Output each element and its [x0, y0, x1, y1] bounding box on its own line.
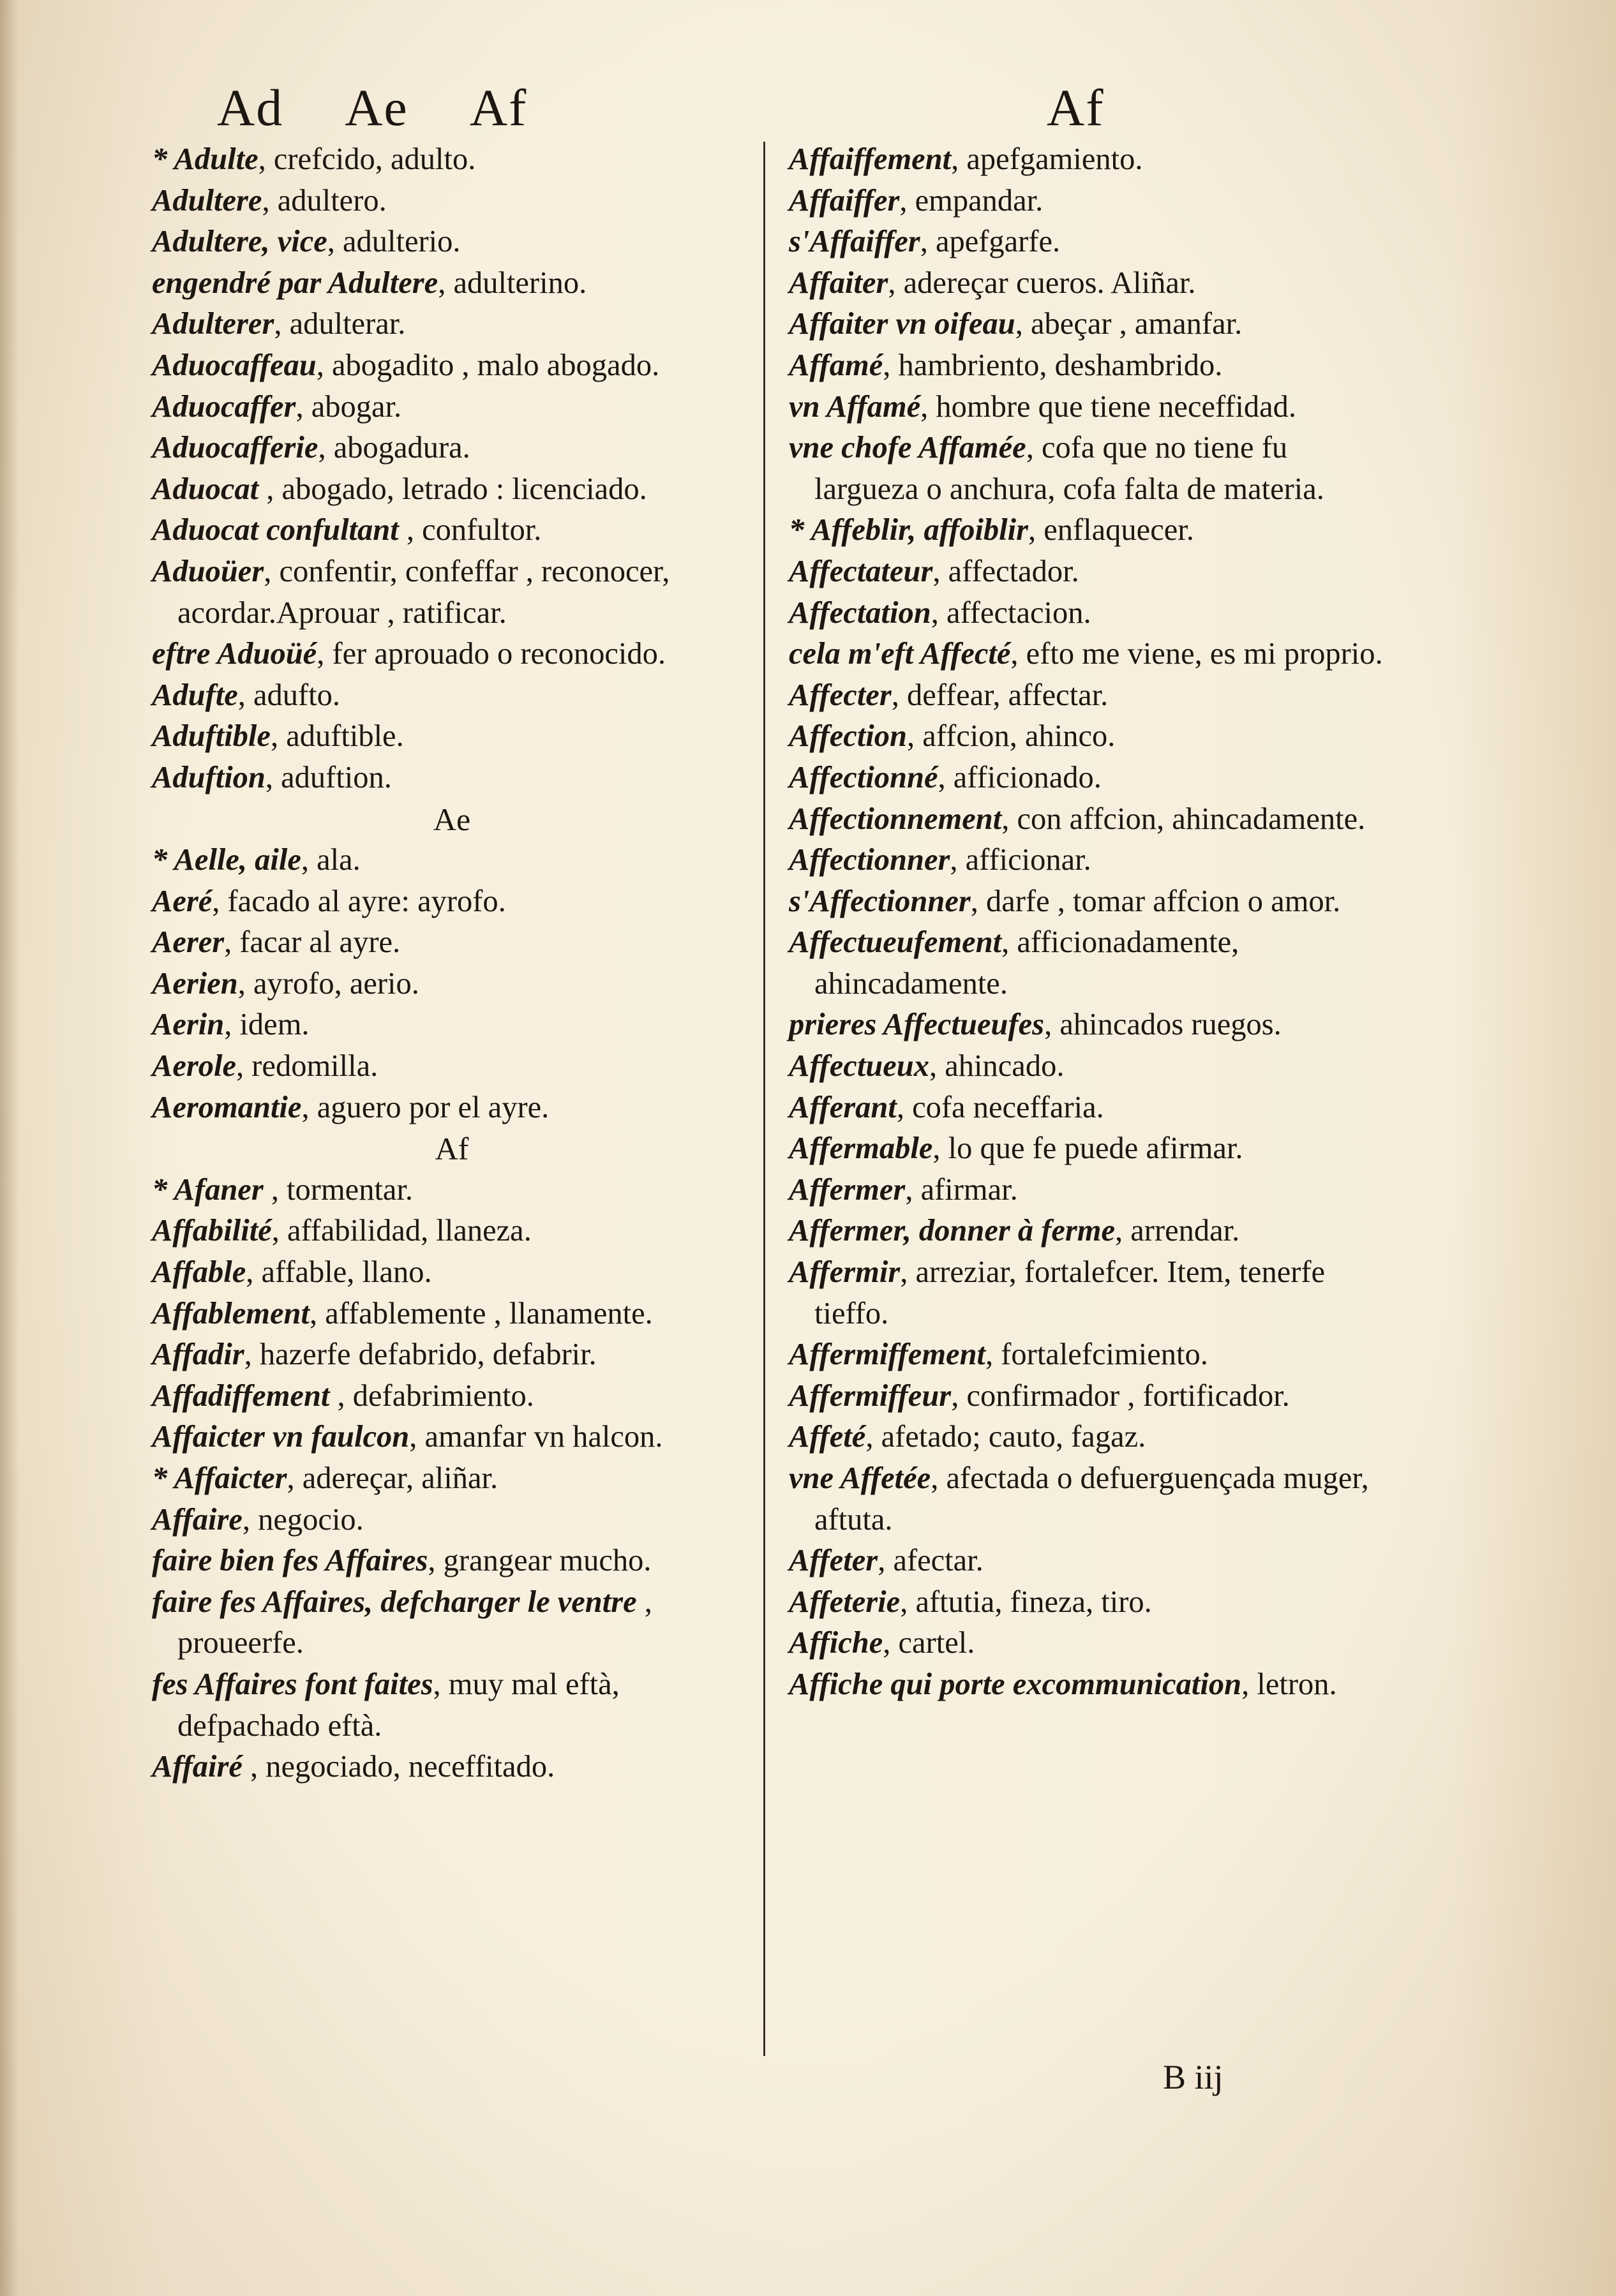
entry-headword: Affectation [789, 595, 931, 630]
entry-headword: Affablement [152, 1296, 310, 1331]
entry-definition: , aftutia, fineza, tiro. [900, 1584, 1152, 1619]
section-heading: Ae [433, 801, 471, 837]
entry-definition: , muy mal eftà, defpachado eftà. [177, 1667, 620, 1743]
entry-headword: Affectionnement [789, 801, 1002, 836]
entry-headword: engendré par Adultere [152, 265, 438, 300]
section-heading: Af [435, 1131, 469, 1167]
entry-definition: , afectar. [878, 1544, 984, 1578]
dictionary-entry [789, 551, 1389, 593]
entry-definition: , afficionar. [950, 843, 1091, 877]
dictionary-entry [152, 1664, 752, 1747]
entry-headword: Affeté [789, 1420, 866, 1454]
column-rule [763, 142, 765, 2056]
entry-headword: Affadir [152, 1338, 244, 1372]
dictionary-entry [789, 1334, 1389, 1376]
entry-headword: * Adulte [152, 142, 258, 176]
dictionary-entry [152, 263, 752, 304]
signature-mark: B iij [1163, 2058, 1223, 2096]
entry-headword: Aduocafferie [152, 431, 318, 465]
entry-definition: , ahincado. [929, 1049, 1065, 1084]
entry-headword: Affermir [789, 1255, 901, 1290]
entry-headword: vne Affetée [789, 1461, 931, 1495]
entry-definition: , cofa neceffaria. [896, 1090, 1104, 1124]
entry-definition: , affectador. [932, 554, 1079, 588]
entry-headword: fes Affaires font faites [152, 1667, 433, 1701]
entry-definition: , apefgamiento. [951, 142, 1143, 176]
dictionary-entry [152, 1211, 752, 1252]
entry-definition: , crefcido, adulto. [258, 142, 476, 176]
entry-definition: , affablemente , llanamente. [309, 1296, 653, 1331]
dictionary-entry [152, 1004, 752, 1046]
entry-headword: Affection [789, 719, 908, 754]
entry-definition: , redomilla. [236, 1049, 378, 1084]
entry-definition: , amanfar vn halcon. [409, 1420, 663, 1454]
entry-definition: , cofa que no tiene fu largueza o anchura, cofa falta de materia. [814, 431, 1324, 506]
entry-headword: Affectionner [789, 843, 950, 877]
entry-definition: , ahincados ruegos. [1044, 1008, 1282, 1042]
entry-definition: , adulterino. [438, 265, 587, 300]
running-head-right: Af [1047, 78, 1105, 137]
entry-definition: , cartel. [883, 1626, 975, 1660]
entry-definition: , negocio. [242, 1502, 364, 1537]
dictionary-entry [789, 510, 1389, 551]
entry-definition: , enflaquecer. [1028, 513, 1194, 548]
dictionary-entry [789, 1582, 1389, 1623]
entry-headword: Affiche qui porte excommunication [789, 1667, 1242, 1701]
entry-definition: , arrendar. [1115, 1214, 1240, 1248]
dictionary-entry [152, 1170, 752, 1211]
entry-headword: Aduftion [152, 760, 266, 794]
dictionary-entry [789, 387, 1389, 428]
entry-headword: * Affaicter [152, 1461, 287, 1495]
dictionary-entry [152, 1417, 752, 1458]
dictionary-entry [789, 428, 1389, 510]
entry-headword: Affermable [789, 1131, 933, 1166]
entry-headword: Affaiffement [789, 142, 952, 176]
dictionary-entry [152, 1252, 752, 1293]
dictionary-entry [789, 139, 1389, 181]
entry-definition: , abogadura. [318, 431, 470, 465]
dictionary-entry [789, 634, 1389, 675]
dictionary-entry [152, 428, 752, 469]
entry-definition: , negociado, neceffitado. [242, 1750, 555, 1784]
entry-headword: Afferant [789, 1090, 897, 1124]
entry-headword: Affaiffer [789, 183, 900, 218]
dictionary-entry [789, 716, 1389, 757]
dictionary-entry [789, 840, 1389, 881]
entry-headword: Affeterie [789, 1584, 901, 1619]
entry-headword: Adufte [152, 678, 238, 712]
entry-headword: prieres Affectueufes [789, 1008, 1045, 1042]
entry-headword: Affaire [152, 1502, 243, 1537]
dictionary-entry [789, 221, 1389, 263]
entry-definition: , deffear, affectar. [891, 678, 1109, 712]
entry-definition: , efto me viene, es mi proprio. [1010, 637, 1383, 671]
right-column [789, 139, 1389, 1706]
dictionary-entry [152, 469, 752, 511]
dictionary-entry [789, 1128, 1389, 1170]
entry-headword: Aeromantie [152, 1090, 302, 1124]
entry-definition: , ayrofo, aerio. [237, 966, 419, 1001]
entry-headword: s'Affaiffer [789, 225, 920, 259]
entry-definition: , apefgarfe. [920, 225, 1061, 259]
entry-definition: , aduftion. [265, 760, 392, 794]
entry-definition: , hambriento, deshambrido. [883, 348, 1223, 382]
dictionary-entry [789, 1664, 1389, 1706]
dictionary-entry [152, 387, 752, 428]
dictionary-entry [789, 1004, 1389, 1046]
entry-headword: Affectateur [789, 554, 933, 588]
dictionary-entry [152, 1747, 752, 1788]
dictionary-entry [152, 922, 752, 964]
entry-headword: Adultere, vice [152, 225, 327, 259]
entry-headword: Aerin [152, 1008, 225, 1042]
entry-definition: , hazerfe defabrido, defabrir. [244, 1338, 597, 1372]
entry-definition: , idem. [224, 1008, 310, 1042]
dictionary-entry [152, 1293, 752, 1335]
dictionary-entry [152, 1582, 752, 1664]
dictionary-entry [152, 510, 752, 551]
entry-headword: Affiche [789, 1626, 883, 1660]
entry-headword: Affaiter vn oifeau [789, 307, 1015, 341]
entry-definition: , grangear mucho. [428, 1544, 652, 1578]
dictionary-entry [789, 881, 1389, 923]
entry-headword: Aerien [152, 966, 238, 1001]
entry-definition: , adereçar cueros. Aliñar. [888, 265, 1196, 300]
dictionary-entry [789, 593, 1389, 634]
entry-definition: , afficionadamente, ahincadamente. [814, 925, 1239, 1001]
entry-definition: , abogado, letrado : licenciado. [258, 472, 647, 506]
entry-definition: , adulterio. [327, 225, 461, 259]
entry-definition: , tormentar. [263, 1172, 414, 1207]
entry-definition: , fer aprouado o reconocido. [317, 637, 666, 671]
dictionary-entry [152, 964, 752, 1005]
running-head-left-2: Ae [345, 78, 408, 137]
entry-headword: Affermiffement [789, 1338, 986, 1372]
dictionary-entry [152, 881, 752, 923]
entry-headword: * Afaner [152, 1172, 264, 1207]
entry-headword: Affaicter vn faulcon [152, 1420, 410, 1454]
entry-headword: eftre Aduoüé [152, 637, 317, 671]
dictionary-entry [789, 675, 1389, 717]
entry-headword: cela m'eft Affecté [789, 637, 1011, 671]
dictionary-entry [789, 1087, 1389, 1129]
entry-headword: Aerole [152, 1049, 237, 1084]
dictionary-entry [789, 1417, 1389, 1458]
running-head-left-3: Af [469, 78, 528, 137]
entry-headword: Affectionné [789, 760, 938, 794]
entry-definition: , facado al ayre: ayrofo. [212, 884, 506, 918]
dictionary-entry [789, 181, 1389, 222]
entry-headword: Affermer, donner à ferme [789, 1214, 1116, 1248]
dictionary-entry [789, 304, 1389, 345]
entry-definition: , affcion, ahinco. [907, 719, 1116, 754]
dictionary-entry [789, 1376, 1389, 1417]
entry-headword: Affairé [152, 1750, 243, 1784]
entry-definition: , afirmar. [905, 1172, 1018, 1207]
dictionary-entry [152, 221, 752, 263]
dictionary-entry [789, 263, 1389, 304]
entry-headword: Affadiffement [152, 1378, 330, 1413]
entry-headword: * Aelle, aile [152, 843, 301, 877]
entry-definition: , afficionado. [938, 760, 1102, 794]
entry-definition: , confentir, confeffar , reconocer, acordar.Aprouar , ratificar. [177, 554, 670, 630]
entry-definition: , affabilidad, llaneza. [271, 1214, 532, 1248]
entry-definition: , lo que fe puede afirmar. [932, 1131, 1243, 1166]
entry-definition: , adulterar. [274, 307, 406, 341]
entry-headword: Affectueux [789, 1049, 930, 1084]
dictionary-entry [152, 1046, 752, 1087]
dictionary-entry [152, 757, 752, 799]
entry-definition: , abogadito , malo abogado. [316, 348, 660, 382]
running-head-left [217, 78, 702, 137]
dictionary-entry [789, 345, 1389, 387]
entry-headword: Affamé [789, 348, 883, 382]
dictionary-entry [152, 1500, 752, 1541]
entry-headword: Affermer [789, 1172, 906, 1207]
dictionary-entry [789, 799, 1389, 840]
dictionary-entry [789, 1623, 1389, 1664]
entry-headword: Affable [152, 1255, 246, 1290]
entry-definition: , proueerfe. [177, 1584, 652, 1660]
dictionary-entry [789, 757, 1389, 799]
entry-definition: , afectada o defuerguençada muger, aftuta. [814, 1461, 1369, 1537]
entry-definition: , adultero. [262, 183, 387, 218]
dictionary-entry [152, 304, 752, 345]
left-column [152, 139, 752, 1788]
entry-definition: , letron. [1241, 1667, 1337, 1701]
dictionary-entry [789, 1458, 1389, 1540]
dictionary-entry [152, 551, 752, 634]
entry-definition: , arreziar, fortalefcer. Item, tenerfe tieffo. [814, 1255, 1326, 1331]
entry-definition: , ala. [301, 843, 361, 877]
entry-headword: Affermiffeur [789, 1378, 952, 1413]
entry-headword: vne chofe Affamée [789, 431, 1026, 465]
entry-definition: , darfe , tomar affcion o amor. [970, 884, 1341, 918]
entry-headword: Adulterer [152, 307, 274, 341]
entry-headword: Aerer [152, 925, 225, 960]
entry-definition: , hombre que tiene neceffidad. [920, 389, 1297, 424]
entry-headword: s'Affectionner [789, 884, 971, 918]
entry-definition: , con affcion, ahincadamente. [1001, 801, 1366, 836]
dictionary-entry [152, 1458, 752, 1500]
page-edge-shadow [0, 0, 19, 2296]
dictionary-entry [789, 1211, 1389, 1252]
dictionary-entry [152, 634, 752, 675]
dictionary-entry [789, 1540, 1389, 1582]
entry-headword: Aeré [152, 884, 213, 918]
entry-headword: faire fes Affaires, defcharger le ventre [152, 1584, 637, 1619]
entry-headword: Aduftible [152, 719, 271, 754]
entry-headword: Affeter [789, 1544, 878, 1578]
entry-headword: Affabilité [152, 1214, 272, 1248]
entry-definition: , aguero por el ayre. [301, 1090, 550, 1124]
entry-headword: Aduocaffer [152, 389, 296, 424]
entry-definition: , defabrimiento. [329, 1378, 534, 1413]
dictionary-entry [152, 1540, 752, 1582]
entry-headword: vn Affamé [789, 389, 921, 424]
entry-definition: , abeçar , amanfar. [1015, 307, 1243, 341]
entry-headword: Affaiter [789, 265, 888, 300]
entry-headword: Aduoüer [152, 554, 264, 588]
entry-headword: Aduocat confultant [152, 513, 399, 548]
entry-definition: , facar al ayre. [224, 925, 401, 960]
entry-definition: , adufto. [237, 678, 341, 712]
entry-definition: , adereçar, aliñar. [287, 1461, 498, 1495]
dictionary-entry [152, 1087, 752, 1129]
entry-headword: * Affeblir, affoiblir [789, 513, 1028, 548]
entry-definition: , afetado; cauto, fagaz. [865, 1420, 1146, 1454]
dictionary-entry [152, 181, 752, 222]
dictionary-entry [789, 1252, 1389, 1334]
dictionary-entry [789, 1170, 1389, 1211]
entry-definition: , confultor. [398, 513, 542, 548]
running-head-left-1: Ad [217, 78, 284, 137]
entry-definition: , abogar. [296, 389, 402, 424]
dictionary-entry [152, 675, 752, 717]
entry-headword: Affecter [789, 678, 892, 712]
entry-headword: Aduocaffeau [152, 348, 317, 382]
dictionary-entry [152, 1334, 752, 1376]
entry-definition: , empandar. [899, 183, 1044, 218]
entry-definition: , aduftible. [270, 719, 404, 754]
entry-definition: , confirmador , fortificador. [951, 1378, 1290, 1413]
entry-headword: Affectueufement [789, 925, 1002, 960]
dictionary-entry [152, 1376, 752, 1417]
dictionary-entry [152, 840, 752, 881]
entry-headword: faire bien fes Affaires [152, 1544, 428, 1578]
dictionary-entry [152, 716, 752, 757]
entry-definition: , fortalefcimiento. [985, 1338, 1208, 1372]
entry-definition: , affectacion. [931, 595, 1091, 630]
entry-definition: , affable, llano. [246, 1255, 432, 1290]
entry-headword: Adultere [152, 183, 262, 218]
dictionary-entry [152, 345, 752, 387]
dictionary-entry [152, 139, 752, 181]
dictionary-entry [789, 1046, 1389, 1087]
entry-headword: Aduocat [152, 472, 259, 506]
dictionary-entry [789, 922, 1389, 1004]
